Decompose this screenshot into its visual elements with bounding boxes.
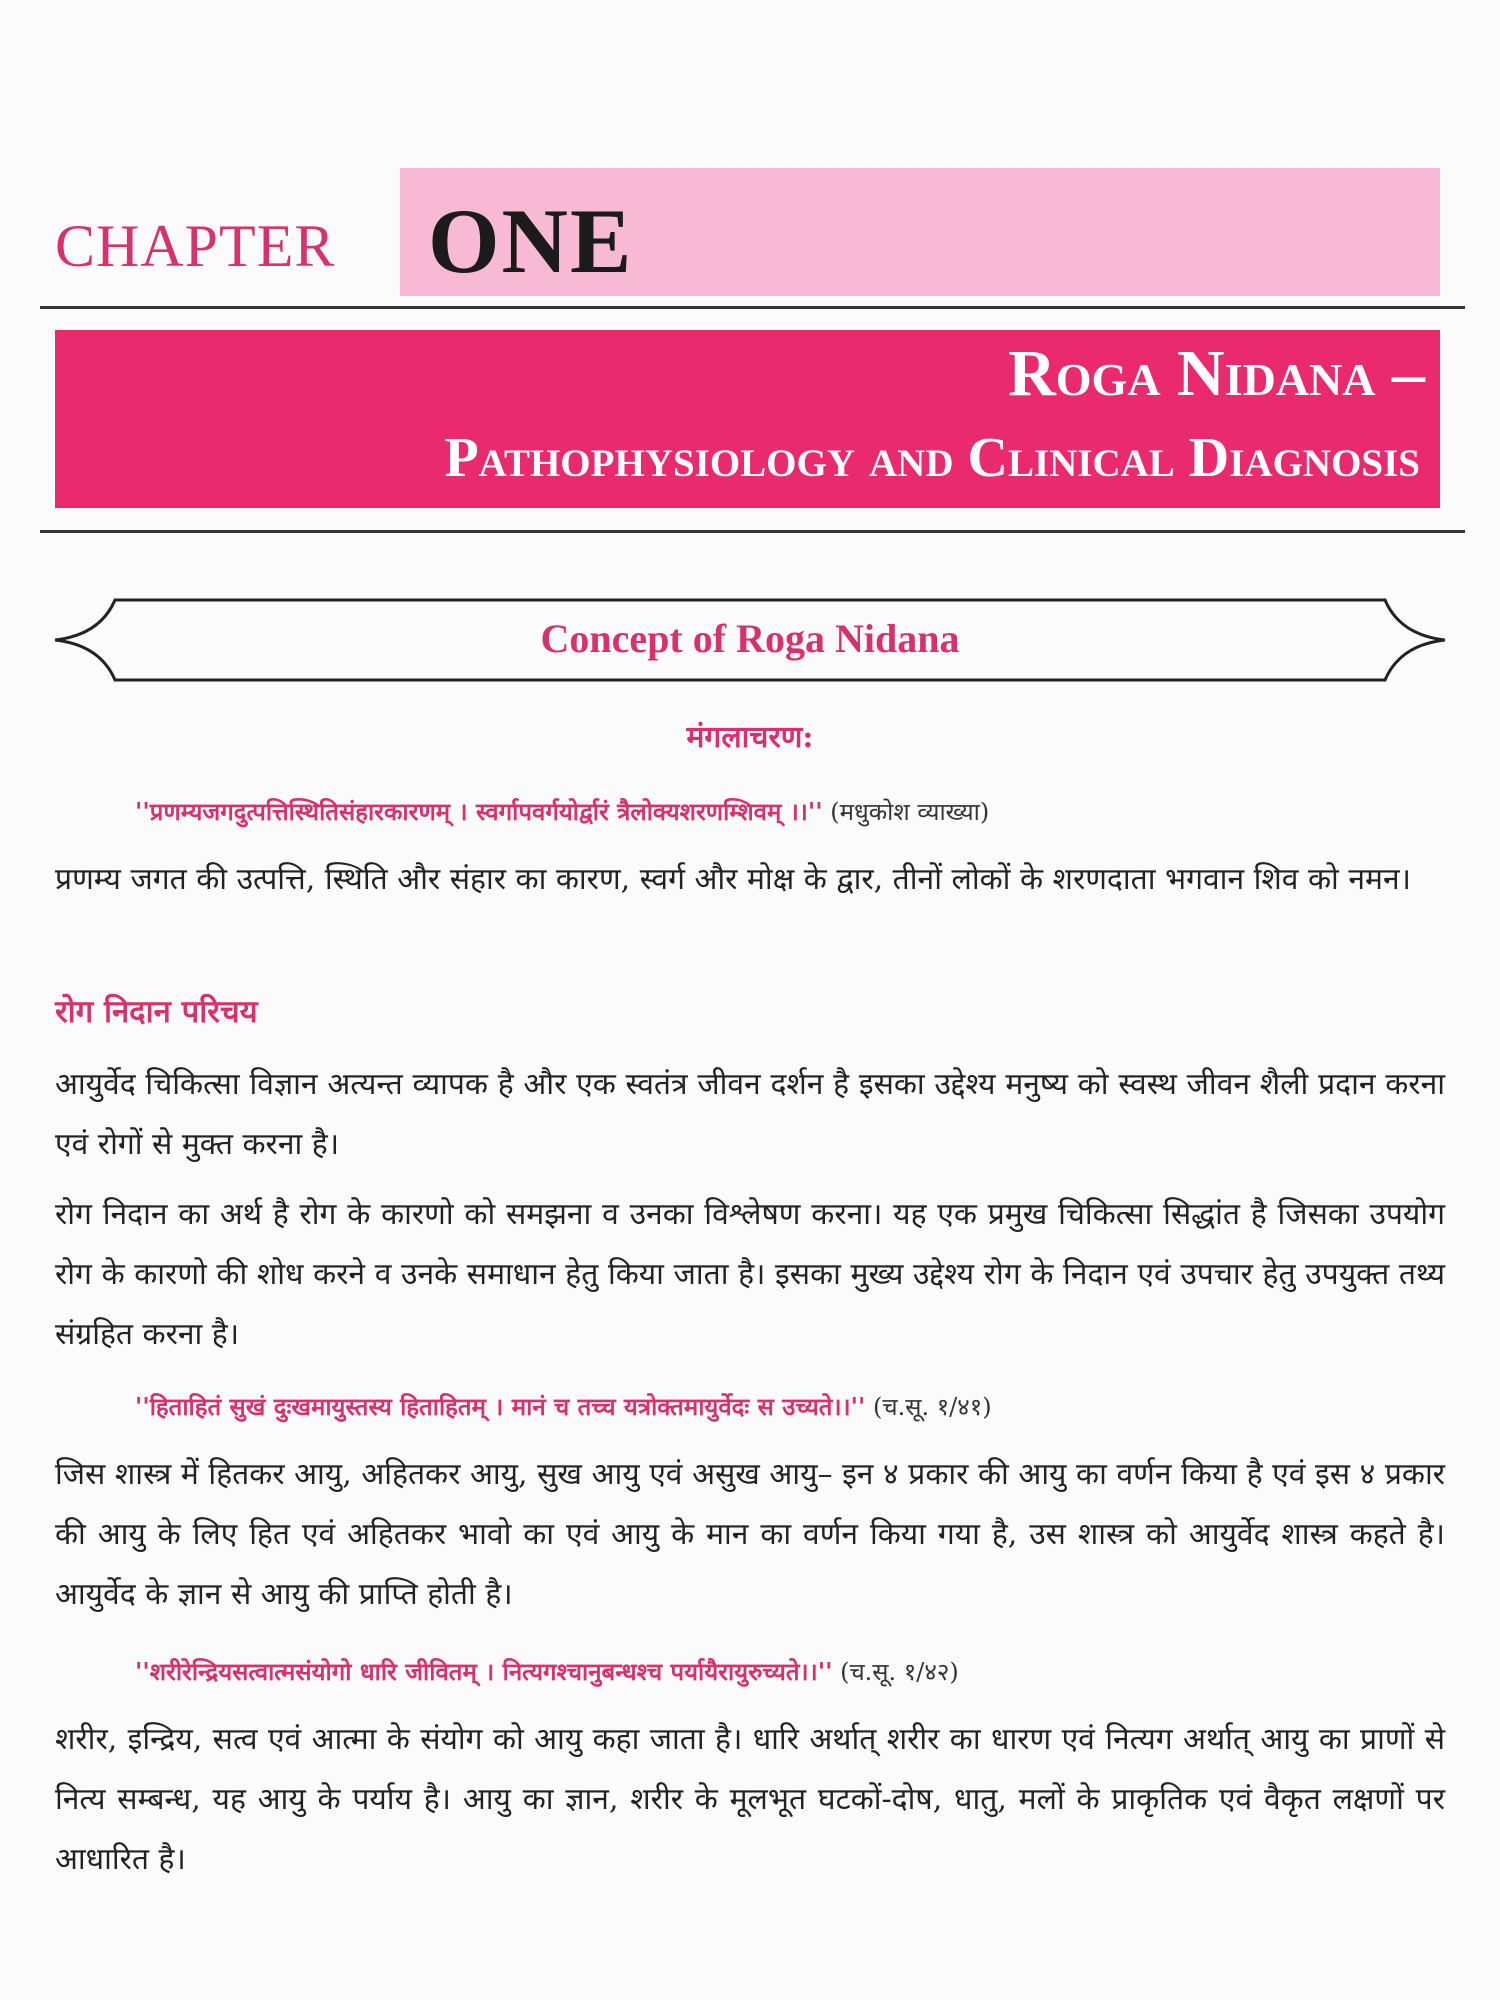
chapter-label: CHAPTER xyxy=(55,213,336,279)
verse-3 xyxy=(135,1655,959,1688)
verse-2-reference: (च.सू. १/४१) xyxy=(872,1393,992,1421)
verse-3-text: ''शरीरेन्द्रियसत्वात्मसंयोगो धारि जीवितम् । नित्यगश्चानुबन्धश्च पर्यायैरायुरुच्यते।।'' xyxy=(135,1657,833,1686)
shloka-text: ''प्रणम्यजगदुत्पत्तिस्थितिसंहारकारणम् । स्वर्गापवर्गयोर्द्वारं त्रैलोक्यशरणम्शिवम् ।।'' xyxy=(135,797,823,826)
section-banner-title: Concept of Roga Nidana xyxy=(540,616,960,661)
shloka-reference: (मधुकोश व्याख्या) xyxy=(830,798,990,826)
chapter-title-line-1: Roga Nidana – xyxy=(1008,337,1425,410)
chapter-number: ONE xyxy=(428,190,634,292)
verse-3-explanation: शरीर, इन्द्रिय, सत्व एवं आत्मा के संयोग को आयु कहा जाता है। धारि अर्थात् शरीर का धारण एवं नित्यग अर्थात् आयु का प्राणों से नित्य सम्बन्ध, यह आयु के पर्याय है। आयु का ज्ञान, शरीर के मूलभूत घटकों-दोष, धातु, मलों के प्राकृतिक एवं वैकृत लक्षणों पर आधारित है। xyxy=(55,1722,1445,1877)
chapter-title-line-2: Pathophysiology and Clinical Diagnosis xyxy=(444,427,1420,489)
bottom-rule xyxy=(40,530,1465,533)
verse-2 xyxy=(135,1390,992,1423)
intro-paragraph-2: रोग निदान का अर्थ है रोग के कारणो को समझना व उनका विश्लेषण करना। यह एक प्रमुख चिकित्सा सिद्धांत है जिसका उपयोग रोग के कारणो की शोध करने व उनके समाधान हेतु किया जाता है। इसका मुख्य उद्देश्य रोग के निदान एवं उपचार हेतु उपयुक्त तथ्य संग्रहित करना है। xyxy=(55,1197,1445,1352)
mangalacharan-meaning: प्रणम्य जगत की उत्पत्ति, स्थिति और संहार का कारण, स्वर्ग और मोक्ष के द्वार, तीनों लोकों के शरणदाता भगवान शिव को नमन। xyxy=(55,862,1411,897)
verse-2-text: ''हिताहितं सुखं दुःखमायुस्तस्य हिताहितम् । मानं च तच्च यत्रोक्तमायुर्वेदः स उच्यते।।'' xyxy=(135,1392,866,1421)
intro-paragraph-1: आयुर्वेद चिकित्सा विज्ञान अत्यन्त व्यापक है और एक स्वतंत्र जीवन दर्शन है इसका उद्देश्य मनुष्य को स्वस्थ जीवन शैली प्रदान करना एवं रोगों से मुक्त करना है। xyxy=(55,1067,1445,1162)
mangalacharan-heading: मंगलाचरण: xyxy=(686,720,814,755)
mangalacharan-shloka xyxy=(135,795,989,828)
verse-3-reference: (च.सू. १/४२) xyxy=(840,1658,959,1686)
verse-2-explanation: जिस शास्त्र में हितकर आयु, अहितकर आयु, सुख आयु एवं असुख आयु– इन ४ प्रकार की आयु का वर्णन किया है एवं इस ४ प्रकार की आयु के लिए हित एवं अहितकर भावो का एवं आयु के मान का वर्णन किया गया है, उस शास्त्र को आयुर्वेद शास्त्र कहते है। आयुर्वेद के ज्ञान से आयु की प्राप्ति होती है। xyxy=(55,1457,1445,1612)
intro-heading: रोग निदान परिचय xyxy=(55,994,258,1030)
section-banner xyxy=(55,595,1445,685)
top-rule xyxy=(40,306,1465,309)
